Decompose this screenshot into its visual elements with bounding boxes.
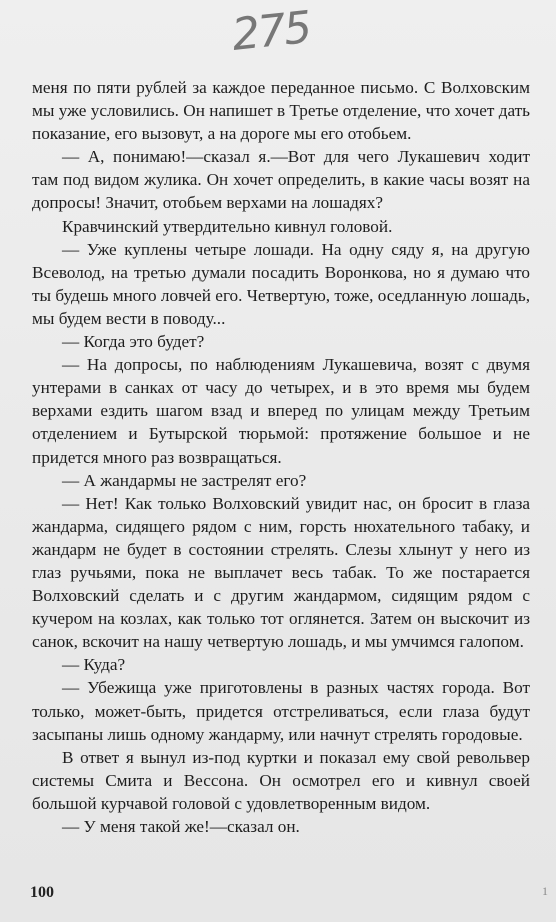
paragraph: — А жандармы не застрелят его? [62,470,307,490]
corner-mark: 1 [542,884,548,898]
paragraph: — Уже куплены четыре лошади. На одну сяду я, на другую Всеволод, на третью думали посадить Воронкова, но я думаю что ты будешь много ловчей его. Четвертую, тоже, оседланную лошадь, мы будем вести в поводу... [32,239,530,328]
paragraph: — А, понимаю!—сказал я.—Вот для чего Лукашевич ходит там под видом жулика. Он хочет определить, в какие часы возят на допросы! Значит, отобьем верхами на лошадях? [32,147,530,213]
page-number: 100 [30,884,54,901]
paragraph: — У меня такой же!—сказал он. [62,817,300,836]
body-text [32,76,530,838]
paragraph: — Убежища уже приготовлены в разных частях города. Вот только, может-быть, придется отстреливаться, если глаза будут засыпаны лишь одному жандарму, или начнут стрелять городовые. [32,678,530,744]
paragraph: — Нет! Как только Волховский увидит нас, он бросит в глаза жандарма, сидящего рядом с ним, горсть нюхательного табаку, и жандарм не будет в состоянии стрелять. Слезы хлынут у него из глаз ручьями, пока не выплачет весь табак. То же постарается Волховский сделать и с другим жандармом, сидящим рядом с кучером на козлах, как только тот оглянется. Затем он выскочит из санок, вскочит на нашу четвертую лошадь, и мы умчимся галопом. [32,493,530,652]
handwritten-archive-number: 275 [229,2,313,61]
paragraph: меня по пяти рублей за каждое переданное письмо. С Волховским мы уже условились. Он напишет в Третье отделение, что хочет дать показание, его вызовут, а на дороге мы его отобьем. [32,78,530,144]
paragraph: — На допросы, по наблюдениям Лукашевича, возят с двумя унтерами в санках от часу до четырех, и в это время мы будем верхами ездить шагом взад и вперед по улицам между Третьим отделением и Бутырской тюрьмой: протяжение большое и не придется много раз возвращаться. [32,355,530,467]
paragraph: В ответ я вынул из-под куртки и показал ему свой револьвер системы Смита и Вессона. Он осмотрел его и кивнул своей большой курчавой головой с удовлетворенным видом. [32,747,530,813]
paragraph: Кравчинский утвердительно кивнул головой. [62,216,393,236]
paragraph: — Куда? [62,655,126,675]
paragraph: — Когда это будет? [62,332,205,352]
